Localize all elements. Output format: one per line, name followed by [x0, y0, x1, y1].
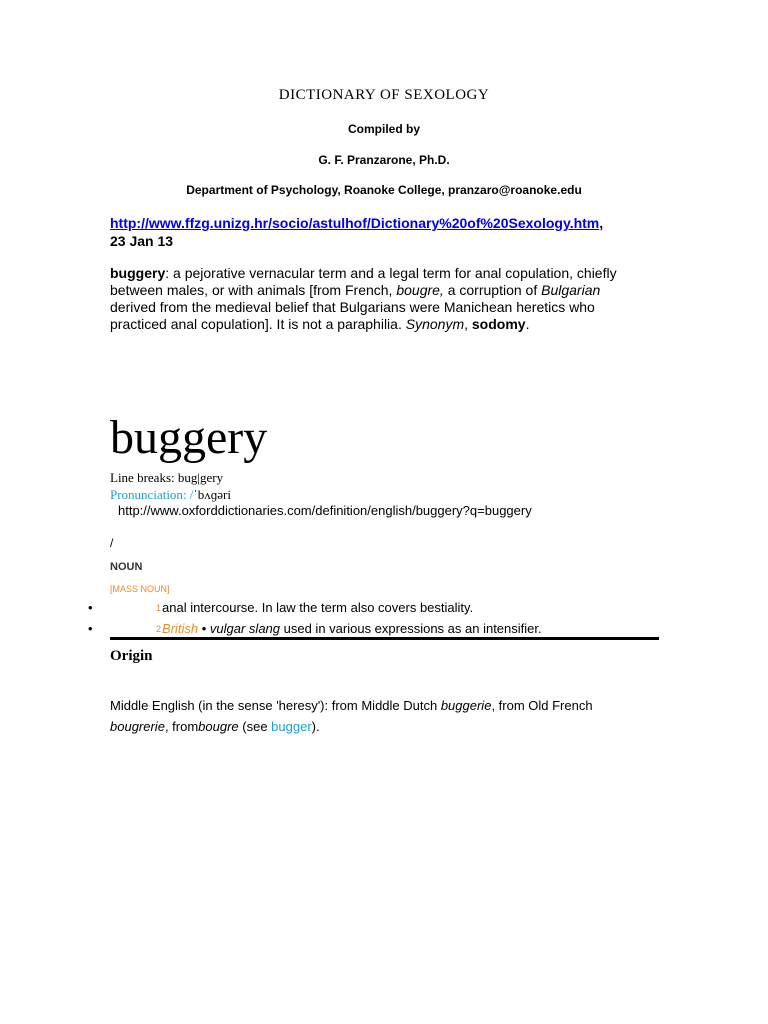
entry-text-part: , [464, 316, 472, 332]
entry-italic-bougre: bougre, [396, 282, 444, 298]
pronunciation-slash: / [110, 536, 114, 550]
origin-italic: bougrerie [110, 719, 165, 734]
origin-part: (see [238, 719, 272, 734]
origin-part: Middle English (in the sense 'heresy'): from Middle Dutch [110, 698, 441, 713]
headword: buggery [110, 411, 268, 464]
origin-part: , from Old French [491, 698, 593, 713]
sense-text-rest: used in various expressions as an intensifier. [280, 621, 542, 636]
bugger-link[interactable]: bugger [271, 719, 312, 734]
entry-text-part: : a pejorative vernacular term and a legal term for anal copulation, chiefly between males, or with animals [from French, [110, 265, 617, 298]
document-title: DICTIONARY OF SEXOLOGY [278, 87, 490, 103]
sense-number: 1 [156, 603, 162, 613]
origin-part: ). [311, 719, 320, 734]
sense-text: anal intercourse. In law the term also covers bestiality. [162, 600, 474, 615]
entry-text-part: . [525, 316, 530, 332]
pronunciation [110, 487, 670, 503]
origin-part: , from [164, 719, 199, 734]
entry-text-part: derived from the medieval belief that Bulgarians were Manichean heretics who practiced anal copulation]. It is not a paraphilia. [110, 299, 595, 332]
source-citation [110, 214, 670, 250]
line-breaks: Line breaks: bug|gery [110, 470, 224, 485]
author-name: G. F. Pranzarone, Ph.D. [318, 153, 450, 167]
source-date: 23 Jan 13 [110, 233, 174, 249]
entry-term: buggery [110, 265, 166, 281]
origin-text [110, 695, 630, 737]
bullet-icon: • [88, 621, 93, 636]
author-affiliation: Department of Psychology, Roanoke College, pranzaro@roanoke.edu [186, 183, 582, 197]
sense-text [162, 621, 542, 636]
oxford-url: http://www.oxforddictionaries.com/definition/english/buggery?q=buggery [118, 503, 532, 518]
section-divider [110, 637, 659, 640]
entry-synonym-term: sodomy [471, 316, 526, 332]
source-link[interactable]: http://www.ffzg.unizg.hr/socio/astulhof/Dictionary%20of%20Sexology.htm [110, 215, 600, 231]
part-of-speech: NOUN [110, 561, 143, 573]
mass-noun-label: [MASS NOUN] [110, 584, 170, 594]
origin-heading: Origin [110, 648, 153, 664]
entry-text-part: a corruption of [443, 282, 542, 298]
register-separator: • [198, 621, 210, 636]
entry-italic-bulgarian: Bulgarian [541, 282, 601, 298]
origin-italic: buggerie [440, 698, 492, 713]
source-comma: , [599, 215, 604, 231]
register-label: British [162, 621, 199, 636]
origin-italic: bougre [198, 719, 239, 734]
compiled-by-label: Compiled by [347, 122, 420, 136]
bullet-icon: • [88, 600, 93, 615]
slang-label: vulgar slang [209, 621, 281, 636]
entry-synonym-label: Synonym [405, 316, 465, 332]
definition-entry [110, 265, 650, 333]
sense-number: 2 [156, 624, 162, 634]
pronunciation-value: ˈbʌɡəri [193, 487, 231, 502]
pronunciation-label: Pronunciation: / [110, 487, 194, 502]
